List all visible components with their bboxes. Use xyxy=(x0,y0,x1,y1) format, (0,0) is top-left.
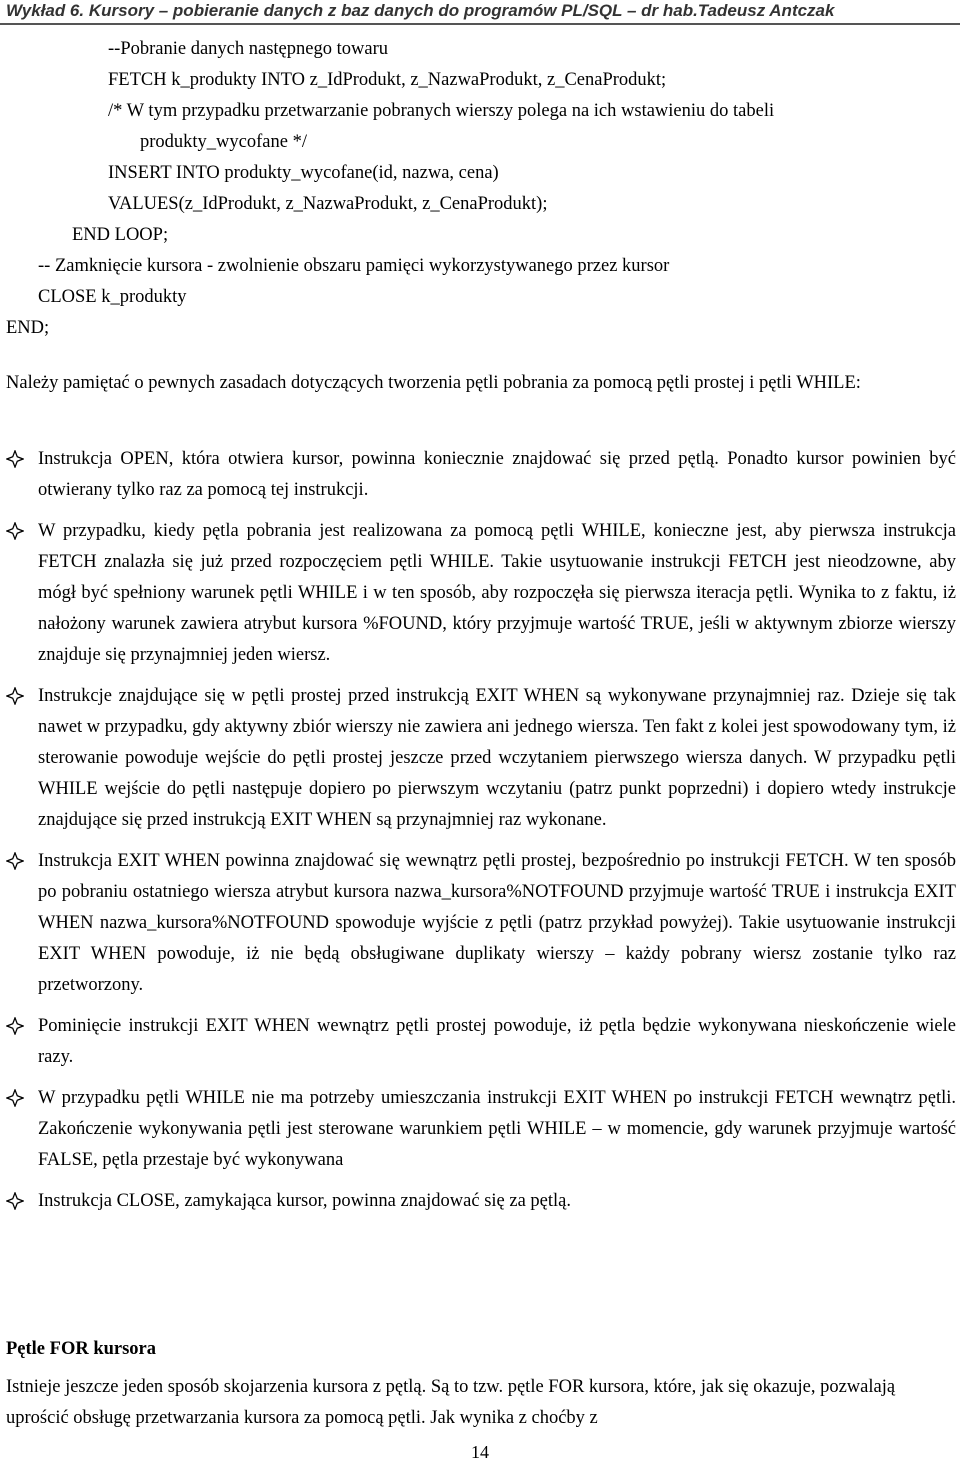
list-item-text: Instrukcja EXIT WHEN powinna znajdować się wewnątrz pętli prostej, bezpośrednio po instrukcji FETCH. W ten sposób po pobraniu ostatniego wiersza atrybut kursora nazwa_kursora%NOTFOUND przyjmuje wartość TRUE i instrukcja EXIT WHEN nazwa_kursora%NOTFOUND spowoduje wyjście z pętli (patrz przykład powyżej). Takie usytuowanie instrukcji EXIT WHEN powoduje, iż nie będą obsługiwane duplikaty wierszy – każdy pobrany wiersz zostanie tylko raz przetworzony. xyxy=(38,851,956,995)
list-item xyxy=(6,1186,956,1217)
list-item xyxy=(6,1011,956,1073)
code-line: END LOOP; xyxy=(72,225,169,245)
list-item xyxy=(6,444,956,506)
rules-list xyxy=(6,444,956,1227)
code-line: /* W tym przypadku przetwarzanie pobranych wierszy polega na ich wstawieniu do tabeli xyxy=(108,101,775,121)
code-line: -- Zamknięcie kursora - zwolnienie obszaru pamięci wykorzystywanego przez kursor xyxy=(38,256,670,276)
code-line: CLOSE k_produkty xyxy=(38,287,187,307)
list-item xyxy=(6,681,956,836)
list-item xyxy=(6,516,956,671)
list-item xyxy=(6,846,956,1001)
diamond-star-icon xyxy=(6,687,24,705)
diamond-star-icon xyxy=(6,852,24,870)
list-item-text: Pominięcie instrukcji EXIT WHEN wewnątrz pętli prostej powoduje, iż pętla będzie wykonywana nieskończenie wiele razy. xyxy=(38,1016,956,1067)
page-header: Wykład 6. Kursory – pobieranie danych z baz danych do programów PL/SQL – dr hab.Tadeusz Antczak xyxy=(6,1,835,20)
page-number: 14 xyxy=(471,1442,489,1462)
list-item-text: Instrukcje znajdujące się w pętli prostej przed instrukcją EXIT WHEN są wykonywane przynajmniej raz. Dzieje się tak nawet w przypadku, gdy aktywny zbiór wierszy nie zawiera ani jednego wiersza. Ten fakt z kolei jest spowodowany tym, iż sterowanie powoduje wejście do pętli prostej jeszcze przed wczytaniem pierwszego wiersza danych. W przypadku pętli WHILE wejście do pętli następuje dopiero po pierwszym wczytaniu (patrz punkt poprzedni) i dopiero wtedy instrukcje znajdujące się przed instrukcją EXIT WHEN są przynajmniej raz wykonane. xyxy=(38,686,956,830)
code-line: VALUES(z_IdProdukt, z_NazwaProdukt, z_CenaProdukt); xyxy=(108,194,548,214)
header-rule xyxy=(0,23,960,25)
intro-paragraph: Należy pamiętać o pewnych zasadach dotyczących tworzenia pętli pobrania za pomocą pętli prostej i pętli WHILE: xyxy=(6,373,861,393)
code-line: --Pobranie danych następnego towaru xyxy=(108,39,388,59)
list-item xyxy=(6,1083,956,1176)
list-item-text: Instrukcja OPEN, która otwiera kursor, powinna koniecznie znajdować się przed pętlą. Ponadto kursor powinien być otwierany tylko raz za pomocą tej instrukcji. xyxy=(38,449,956,500)
code-line: END; xyxy=(6,318,50,338)
code-block xyxy=(0,34,960,344)
diamond-star-icon xyxy=(6,1192,24,1210)
diamond-star-icon xyxy=(6,1089,24,1107)
list-item-text: W przypadku, kiedy pętla pobrania jest realizowana za pomocą pętli WHILE, konieczne jest, aby pierwsza instrukcja FETCH znalazła się już przed rozpoczęciem pętli WHILE. Takie usytuowanie instrukcji FETCH jest nieodzowne, aby mógł być spełniony warunek pętli WHILE i w ten sposób, aby rozpoczęła się pierwsza iteracja pętli. Wynika to z faktu, iż nałożony warunek zawiera atrybut kursora %FOUND, który przyjmuje wartość TRUE, jeśli w aktywnym zbiorze wierszy znajduje się przynajmniej jeden wiersz. xyxy=(38,521,956,665)
diamond-star-icon xyxy=(6,450,24,468)
closing-paragraph: Istnieje jeszcze jeden sposób skojarzenia kursora z pętlą. Są to tzw. pętle FOR kursora, które, jak się okazuje, pozwalają uprościć obsługę przetwarzania kursora za pomocą pętli. Jak wynika z choćby z xyxy=(6,1377,896,1428)
diamond-star-icon xyxy=(6,1017,24,1035)
section-title: Pętle FOR kursora xyxy=(6,1339,157,1359)
code-line: produkty_wycofane */ xyxy=(140,132,307,152)
list-item-text: W przypadku pętli WHILE nie ma potrzeby umieszczania instrukcji EXIT WHEN po instrukcji FETCH wewnątrz pętli. Zakończenie wykonywania pętli jest sterowane warunkiem pętli WHILE – w momencie, gdy warunek przyjmuje wartość FALSE, pętla przestaje być wykonywana xyxy=(38,1088,956,1170)
list-item-text: Instrukcja CLOSE, zamykająca kursor, powinna znajdować się za pętlą. xyxy=(38,1191,571,1211)
code-line: INSERT INTO produkty_wycofane(id, nazwa, cena) xyxy=(108,163,499,183)
code-line: FETCH k_produkty INTO z_IdProdukt, z_NazwaProdukt, z_CenaProdukt; xyxy=(108,70,667,90)
diamond-star-icon xyxy=(6,522,24,540)
